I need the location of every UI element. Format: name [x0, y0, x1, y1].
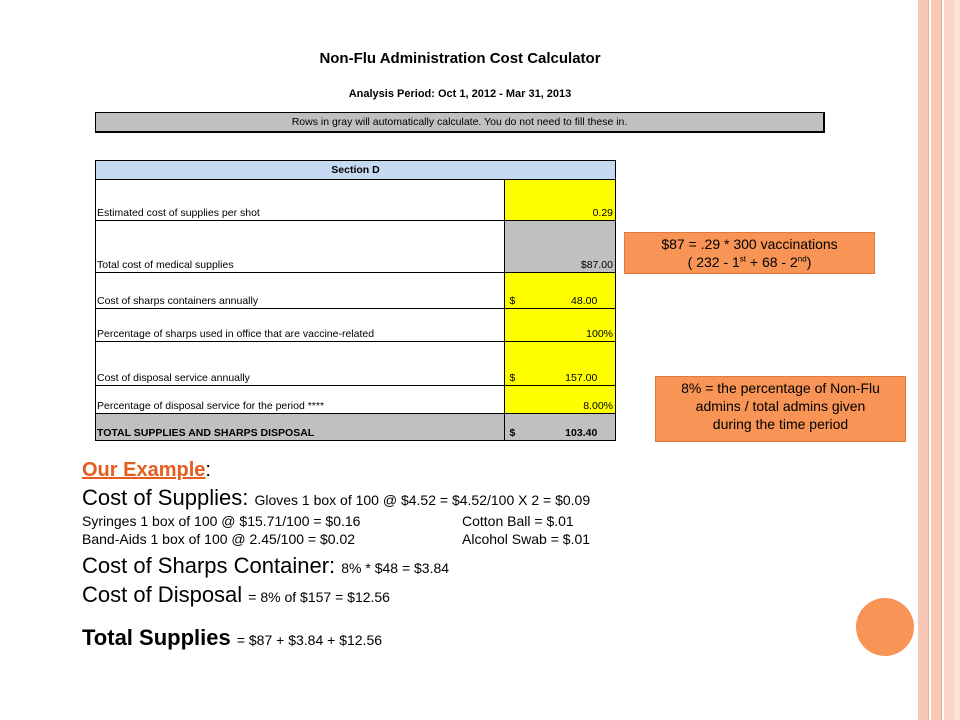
cost-table: [95, 160, 616, 441]
bandaids-line: [82, 531, 591, 547]
our-example-link[interactable]: Our Example: [82, 459, 206, 481]
supplies-detail: Gloves 1 box of 100 @ $4.52 = $4.52/100 X 2 = $0.09: [254, 492, 591, 508]
table-row: [96, 221, 616, 273]
table-row: [96, 309, 616, 342]
total-supplies-detail: = $87 + $3.84 + $12.56: [236, 632, 383, 648]
example-heading: Our Example:: [82, 459, 211, 481]
gray-rows-note: Rows in gray will automatically calculate. You do not need to fill these in.: [95, 112, 825, 133]
disposal-line: [82, 582, 390, 608]
disposal-label: Cost of Disposal: [82, 582, 249, 607]
alcohol-text: Alcohol Swab = $.01: [462, 531, 591, 547]
slide-border-stripe: [918, 0, 928, 720]
table-row: [96, 342, 616, 386]
cost-per-shot-value[interactable]: 0.29: [505, 180, 616, 221]
row-label: Total cost of medical supplies: [96, 221, 505, 273]
supplies-line: [82, 485, 590, 511]
syringes-text: Syringes 1 box of 100 @ $15.71/100 = $0.16: [82, 513, 361, 529]
currency-symbol: $: [509, 372, 516, 384]
table-row: [96, 386, 616, 414]
callout-line: during the time period: [712, 416, 849, 432]
callout-line: 8% = the percentage of Non-Flu: [681, 380, 880, 396]
disposal-percentage-value[interactable]: 8.00%: [505, 386, 616, 414]
callout-percentage-explanation: [655, 376, 906, 442]
slide-border-line: [928, 0, 929, 720]
bandaids-text: Band-Aids 1 box of 100 @ 2.45/100 = $0.02: [82, 531, 356, 547]
total-value: [505, 414, 616, 441]
total-supplies-label: Total Supplies: [82, 625, 237, 650]
slide-border-stripe: [931, 0, 941, 720]
row-label: Percentage of sharps used in office that are vaccine-related: [96, 309, 505, 342]
table-row: [96, 180, 616, 221]
slide-border-line: [941, 0, 942, 720]
amount: 157.00: [565, 372, 598, 384]
disposal-detail: = 8% of $157 = $12.56: [248, 589, 390, 605]
slide-border-stripe: [944, 0, 954, 720]
decorative-circle: [856, 598, 914, 656]
amount: 48.00: [571, 295, 598, 307]
disposal-service-value[interactable]: [505, 342, 616, 386]
total-line: [82, 625, 382, 651]
sharps-detail: 8% * $48 = $3.84: [341, 560, 450, 576]
total-label: TOTAL SUPPLIES AND SHARPS DISPOSAL: [96, 414, 505, 441]
callout-line: ( 232 - 1st + 68 - 2nd): [687, 254, 812, 270]
row-label: Estimated cost of supplies per shot: [96, 180, 505, 221]
currency-symbol: $: [509, 295, 516, 307]
sharps-label: Cost of Sharps Container:: [82, 553, 342, 578]
sharps-line: [82, 553, 449, 579]
section-header: Section D: [96, 161, 616, 180]
row-label: Percentage of disposal service for the period ****: [96, 386, 505, 414]
table-row: [96, 273, 616, 309]
callout-line: admins / total admins given: [695, 398, 866, 414]
currency-symbol: $: [509, 427, 516, 439]
row-label: Cost of sharps containers annually: [96, 273, 505, 309]
slide-border-stripe: [954, 0, 960, 720]
analysis-period: Analysis Period: Oct 1, 2012 - Mar 31, 2013: [348, 88, 572, 100]
row-label: Cost of disposal service annually: [96, 342, 505, 386]
amount: 103.40: [565, 427, 598, 439]
callout-line: $87 = .29 * 300 vaccinations: [661, 236, 838, 252]
syringes-line: [82, 513, 574, 529]
sharps-percentage-value[interactable]: 100%: [505, 309, 616, 342]
supplies-label: Cost of Supplies:: [82, 485, 255, 510]
total-row: [96, 414, 616, 441]
section-header-row: [96, 161, 616, 180]
sharps-containers-value[interactable]: [505, 273, 616, 309]
cotton-text: Cotton Ball = $.01: [462, 513, 574, 529]
calculator-title: Non-Flu Administration Cost Calculator: [319, 50, 601, 67]
total-medical-supplies-value: $87.00: [505, 221, 616, 273]
callout-supplies-explanation: [624, 232, 875, 274]
